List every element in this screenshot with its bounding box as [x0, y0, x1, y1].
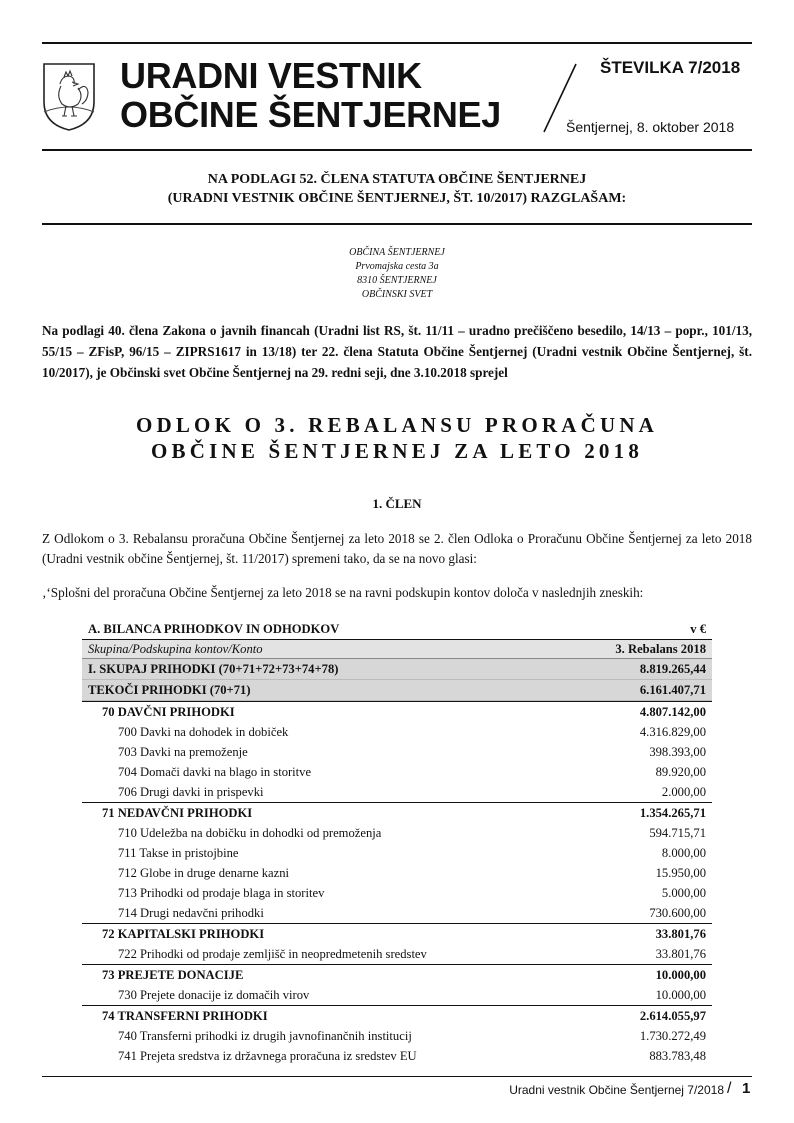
page-number: 1: [742, 1080, 751, 1097]
row-value: 33.801,76: [655, 947, 706, 961]
footer-separator: /: [727, 1080, 732, 1097]
row-label: 74 TRANSFERNI PRIHODKI: [102, 1009, 268, 1023]
footer-rule: [42, 1076, 752, 1077]
row-value: 5.000,00: [661, 886, 706, 900]
table-row: [82, 883, 712, 903]
row-label: 711 Takse in pristojbine: [118, 846, 239, 860]
table-row: [82, 1046, 712, 1066]
issuer-name: OBČINA ŠENTJERNEJ: [349, 247, 445, 258]
row-label: 72 KAPITALSKI PRIHODKI: [102, 927, 265, 941]
footer-publication: Uradni vestnik Občine Šentjernej 7/2018: [509, 1083, 724, 1097]
masthead-title-line1: URADNI VESTNIK: [120, 55, 422, 96]
row-value: 10.000,00: [655, 968, 706, 982]
table-row: [82, 742, 712, 762]
table-row: [82, 903, 712, 923]
issuer-postcode: 8310 ŠENTJERNEJ: [357, 275, 437, 286]
table-row: [82, 762, 712, 782]
row-label: 714 Drugi nedavčni prihodki: [118, 906, 264, 920]
table-currency: v €: [690, 622, 706, 636]
row-label: 740 Transferni prihodki iz drugih javnofinančnih institucij: [118, 1029, 412, 1043]
table-row-current-revenue: [82, 680, 712, 701]
row-value: 8.000,00: [661, 846, 706, 860]
row-value: 15.950,00: [655, 866, 706, 880]
row-label: 71 NEDAVČNI PRIHODKI: [102, 806, 253, 820]
table-row-group: [82, 1005, 712, 1026]
table-title-row: [82, 619, 712, 640]
row-value: 594.715,71: [649, 826, 706, 840]
legal-basis-paragraph: Na podlagi 40. člena Zakona o javnih financah (Uradni list RS, št. 11/11 – uradno prečiščeno besedilo, 14/13 – popr., 101/13, 55/15 – ZFisP, 96/15 – ZIPRS1617 in 13/18) ter 22. člena Statuta Občine Šentjernej (Uradni vestnik Občine Šentjernej, št. 10/2017), je Občinski svet Občine Šentjernej na 29. redni seji, dne 3.10.2018 sprejel: [42, 323, 752, 380]
row-value: 8.819.265,44: [639, 662, 706, 676]
top-rule: [42, 42, 752, 44]
row-value: 33.801,76: [655, 927, 706, 941]
row-label: 706 Drugi davki in prispevki: [118, 785, 264, 799]
issuer-block: [42, 246, 752, 302]
table-subheader-row: [82, 640, 712, 659]
row-value: 4.316.829,00: [639, 725, 706, 739]
issue-number: ŠTEVILKA 7/2018: [600, 58, 741, 77]
row-label: 700 Davki na dohodek in dobiček: [118, 725, 289, 739]
table-row-total-revenue: [82, 659, 712, 680]
table-row: [82, 843, 712, 863]
table-title: A. BILANCA PRIHODKOV IN ODHODKOV: [88, 622, 340, 636]
row-value: 883.783,48: [649, 1049, 706, 1063]
row-value: 1.730.272,49: [639, 1029, 706, 1043]
row-label: 70 DAVČNI PRIHODKI: [102, 705, 235, 719]
masthead-title: [120, 56, 501, 134]
row-label: 712 Globe in druge denarne kazni: [118, 866, 290, 880]
table-row: [82, 722, 712, 742]
table-row-group: [82, 802, 712, 823]
row-value: 6.161.407,71: [639, 683, 706, 697]
row-label: 710 Udeležba na dobičku in dohodki od premoženja: [118, 826, 382, 840]
row-value: 89.920,00: [655, 765, 706, 779]
row-label: 730 Prejete donacije iz domačih virov: [118, 988, 310, 1002]
row-label: 704 Domači davki na blago in storitve: [118, 765, 312, 779]
table-row-group: [82, 701, 712, 722]
row-label: 73 PREJETE DONACIJE: [102, 968, 244, 982]
row-value: 398.393,00: [649, 745, 706, 759]
row-value: 10.000,00: [655, 988, 706, 1002]
preamble-rule: [42, 223, 752, 225]
municipal-crest-icon: [42, 62, 96, 132]
masthead-title-line2: OBČINE ŠENTJERNEJ: [120, 94, 501, 135]
row-label: 741 Prejeta sredstva iz državnega proračuna iz sredstev EU: [118, 1049, 417, 1063]
issuer-street: Prvomajska cesta 3a: [355, 261, 439, 272]
row-label: TEKOČI PRIHODKI (70+71): [88, 683, 251, 697]
table-column-value: 3. Rebalans 2018: [615, 642, 706, 656]
row-label: I. SKUPAJ PRIHODKI (70+71+72+73+74+78): [88, 662, 339, 676]
table-row: [82, 863, 712, 883]
body-paragraph-amendment: Z Odlokom o 3. Rebalansu proračuna Občine Šentjernej za leto 2018 se 2. člen Odloka o Proračunu Občine Šentjernej za leto 2018 (Uradni vestnik občine Šentjernej, št. 11/2017) spremeni tako, da se na novo glasi:: [42, 531, 752, 566]
document-title: [42, 412, 752, 464]
promulgation-preamble: [42, 170, 752, 208]
table-row: [82, 985, 712, 1005]
issuer-body: OBČINSKI SVET: [361, 289, 433, 300]
row-value: 730.600,00: [649, 906, 706, 920]
row-value: 2.614.055,97: [639, 1009, 706, 1023]
table-row: [82, 1026, 712, 1046]
document-title-line1: ODLOK O 3. REBALANSU PRORAČUNA: [135, 413, 659, 437]
body-paragraph-general-part: ‚‘Splošni del proračuna Občine Šentjernej za leto 2018 se na ravni podskupin kontov določa v naslednjih zneskih:: [42, 585, 644, 600]
preamble-line2: (URADNI VESTNIK OBČINE ŠENTJERNEJ, ŠT. 10/2017) RAZGLAŠAM:: [167, 191, 627, 206]
table-row-group: [82, 964, 712, 985]
article-heading: 1. ČLEN: [372, 496, 422, 511]
row-label: 722 Prihodki od prodaje zemljišč in neopredmetenih sredstev: [118, 947, 427, 961]
table-row-group: [82, 923, 712, 944]
row-value: 4.807.142,00: [639, 705, 706, 719]
preamble-line1: NA PODLAGI 52. ČLENA STATUTA OBČINE ŠENTJERNEJ: [207, 172, 587, 187]
row-value: 2.000,00: [661, 785, 706, 799]
row-label: 703 Davki na premoženje: [118, 745, 248, 759]
issue-date: Šentjernej, 8. oktober 2018: [566, 119, 735, 135]
row-label: 713 Prihodki od prodaje blaga in storitev: [118, 886, 325, 900]
table-row: [82, 944, 712, 964]
table-row: [82, 782, 712, 802]
table-row: [82, 823, 712, 843]
row-value: 1.354.265,71: [639, 806, 706, 820]
document-title-line2: OBČINE ŠENTJERNEJ ZA LETO 2018: [150, 439, 644, 463]
table-column-label: Skupina/Podskupina kontov/Konto: [88, 642, 263, 656]
masthead-bottom-rule: [42, 149, 752, 151]
budget-balance-table: [82, 619, 712, 1066]
